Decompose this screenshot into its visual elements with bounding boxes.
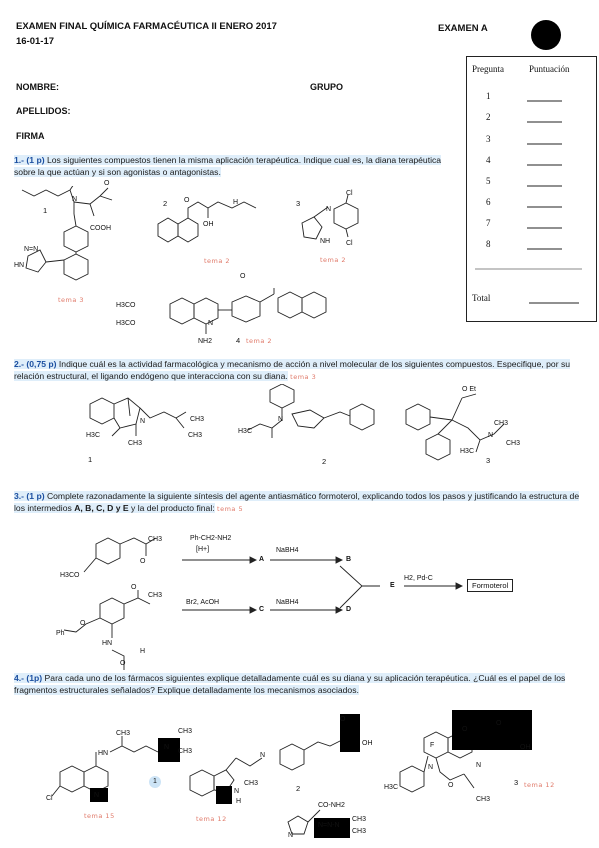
q4-compound-3-note: tema 12 — [524, 781, 555, 789]
q2-compound-2-h3c: H3C — [238, 428, 253, 435]
compound-3-structure — [296, 193, 376, 253]
q4-compound-1-cl: Cl — [46, 795, 53, 802]
q2-compound-2-n: N — [278, 416, 284, 423]
compound-3-cl2: Cl — [346, 240, 353, 247]
compound-4-o: O — [240, 273, 246, 280]
score-col-puntuacion: Puntuación — [529, 64, 570, 74]
score-lines — [467, 57, 596, 321]
q3-reagent-1: Ph-CH2-NH2 — [190, 535, 232, 542]
q3-reagent-4: NaBH4 — [276, 599, 299, 606]
q4-compound-3-structure — [384, 708, 544, 818]
q2-compound-3-n: N — [488, 432, 494, 439]
q3-reactant-2-o: O — [131, 584, 137, 591]
question-3-body-end: y la del producto final: — [128, 503, 215, 514]
compound-3-label: 3 — [296, 199, 301, 208]
q2-compound-2-label: 2 — [322, 457, 327, 466]
question-2-note: tema 3 — [290, 373, 317, 382]
compound-3-note: tema 2 — [320, 256, 347, 264]
question-1-text — [14, 154, 460, 179]
q4-compound-3-ch3e: CH3 — [476, 796, 491, 803]
q4-compound-3b-conh2: CO-NH2 — [318, 802, 345, 809]
question-2-number: 2.- (0,75 p) — [14, 359, 57, 369]
q3-reactant-2-h: H — [140, 648, 146, 655]
compound-3-nh: NH — [320, 238, 331, 245]
compound-1-nn: N=N — [24, 246, 39, 253]
q4-compound-3-n6: N — [476, 762, 482, 769]
compound-4-nh2: NH2 — [198, 338, 213, 345]
question-3-body: Complete razonadamente la siguiente síntesis del agente antiasmático formoterol, explicando todos los pasos y justificando la estructura de los intermedios — [14, 491, 580, 514]
question-4-text — [14, 672, 584, 697]
compound-1-n: N — [72, 196, 78, 203]
q2-compound-1-ch3b: CH3 — [190, 416, 205, 423]
q2-compound-2-structure — [240, 384, 390, 454]
question-4-body: Para cada uno de los fármacos siguientes explique detalladamente cuál es su diana y su aplicación terapéutica. ¿Cuál es el papel de los fragmentos estructurales señalados? Explique detalladamente los mecanismos asociados. — [14, 673, 566, 696]
compound-1-label: 1 — [43, 206, 48, 215]
q4-compound-3-h3c: H3C — [384, 784, 399, 791]
score-row-label: 8 — [486, 239, 491, 249]
q4-compound-3b-ch3f: CH3 — [352, 816, 367, 823]
q4-compound-1-ch3a: CH3 — [116, 730, 131, 737]
q4-compound-1-ch3b: CH3 — [178, 728, 193, 735]
q3-reactant-1-o: O — [140, 558, 146, 565]
exam-date: 16-01-17 — [16, 36, 55, 47]
compound-2-structure — [152, 198, 302, 258]
nombre-label: NOMBRE: — [16, 82, 59, 92]
apellidos-label: APELLIDOS: — [16, 106, 71, 116]
q4-compound-2-structure — [180, 710, 360, 810]
question-1-number: 1.- (1 p) — [14, 155, 45, 165]
q4-compound-2-n3: N — [260, 752, 266, 759]
q3-intermediate-e: E — [390, 582, 395, 589]
question-3-text — [14, 490, 584, 516]
q3-reagent-1b: [H+] — [196, 546, 210, 553]
question-3-note: tema 5 — [217, 505, 244, 514]
compound-3-n: N — [326, 206, 332, 213]
q4-compound-3-label: 3 — [514, 778, 519, 787]
q4-compound-1-structure — [40, 722, 193, 822]
compound-1-note: tema 3 — [58, 296, 85, 304]
compound-4-note: tema 2 — [246, 337, 273, 345]
score-row-label: 2 — [486, 112, 491, 122]
q4-compound-2-oh: OH — [362, 740, 373, 747]
compound-4-h3co1: H3CO — [116, 302, 136, 309]
score-total-label: Total — [472, 293, 491, 303]
compound-2-oh: OH — [203, 221, 214, 228]
q2-compound-1-label: 1 — [88, 455, 93, 464]
q2-compound-1-ch3a: CH3 — [128, 440, 143, 447]
q3-intermediate-c: C — [259, 606, 265, 613]
q4-compound-2-o: O — [340, 716, 346, 723]
q4-compound-2-h: H — [236, 798, 242, 805]
q3-intermediate-d: D — [346, 606, 352, 613]
compound-2-nh: H — [233, 199, 239, 206]
q3-reactant-1-h3co: H3CO — [60, 572, 80, 579]
q4-compound-3b-nnn: N=N-N — [318, 822, 340, 829]
exam-version: EXAMEN A — [438, 23, 488, 34]
compound-4-n: N — [208, 320, 214, 327]
q4-compound-2-ch3d: CH3 — [244, 780, 259, 787]
q2-compound-3-ch3d: CH3 — [494, 420, 509, 427]
q3-reagent-5: H2, Pd-C — [404, 575, 433, 582]
q3-reagent-2: NaBH4 — [276, 547, 299, 554]
q4-compound-1-hn: HN — [98, 750, 109, 757]
q4-compound-3b-ch3g: CH3 — [352, 828, 367, 835]
compound-1-hn: HN — [14, 262, 25, 269]
compound-3-cl1: Cl — [346, 190, 353, 197]
score-table — [466, 56, 597, 322]
q3-intermediate-b: B — [346, 556, 352, 563]
q2-compound-1-n: N — [140, 418, 146, 425]
score-row-label: 6 — [486, 197, 491, 207]
q4-compound-2-note: tema 12 — [196, 815, 227, 823]
question-2-text — [14, 358, 584, 384]
q3-reactant-1-ch3: CH3 — [148, 536, 163, 543]
q4-compound-1-n2: N — [94, 792, 100, 799]
q4-compound-3-n5: N — [428, 764, 434, 771]
q4-compound-1-label: 1 — [149, 776, 161, 788]
compound-2-note: tema 2 — [204, 257, 231, 265]
score-row-label: 4 — [486, 155, 491, 165]
q2-compound-1-h3c: H3C — [86, 432, 101, 439]
compound-2-label: 2 — [163, 199, 168, 208]
question-1-body: Los siguientes compuestos tienen la misma aplicación terapéutica. Indique cual es, la diana terapéutica sobre la que actúan y si son agonistas o antagonistas. — [14, 155, 442, 178]
q3-reactant-2-o3: O — [80, 620, 86, 627]
question-3-number: 3.- (1 p) — [14, 491, 45, 501]
q4-compound-3-o2: O — [462, 726, 468, 733]
q2-compound-3-ch3e: CH3 — [506, 440, 521, 447]
question-2-body: Indique cuál es la actividad farmacológica y mecanismo de acción a nivel molecular de los siguientes compuestos. Especifique, por su relación estructural, el ligando endógeno que interacciona con su diana. — [14, 359, 571, 382]
q2-compound-1-ch3c: CH3 — [188, 432, 203, 439]
firma-label: FIRMA — [16, 131, 45, 141]
score-row-label: 1 — [486, 91, 491, 101]
grupo-label: GRUPO — [310, 82, 344, 92]
q2-compound-3-oet: O Et — [462, 386, 477, 393]
q4-compound-1-ch3c: CH3 — [178, 748, 193, 755]
exam-title: EXAMEN FINAL QUÍMICA FARMACÉUTICA II ENERO 2017 — [16, 21, 277, 32]
score-row-label: 7 — [486, 218, 491, 228]
q3-product-box: Formoterol — [467, 579, 513, 592]
compound-1-o: O — [104, 180, 110, 187]
q3-reactant-2-ph: Ph — [56, 630, 65, 637]
black-circle-icon — [531, 20, 561, 50]
compound-4-label: 4 — [236, 336, 241, 345]
q3-reagent-3: Br2, AcOH — [186, 599, 220, 606]
score-row-label: 5 — [486, 176, 491, 186]
q4-compound-3-o3: O — [496, 720, 502, 727]
q3-reactant-2-ch3: CH3 — [148, 592, 163, 599]
q3-reactant-2-hn: HN — [102, 640, 113, 647]
question-3-intermediates: A, B, C, D y E — [74, 503, 129, 514]
q4-compound-2-n4: N — [234, 788, 240, 795]
score-col-pregunta: Pregunta — [472, 64, 504, 74]
compound-1-cooh: COOH — [90, 225, 111, 232]
q4-compound-2-label: 2 — [296, 784, 301, 793]
q3-reactant-2-o4: O — [120, 660, 126, 667]
q4-compound-1-n1: N — [164, 744, 170, 751]
compound-4-h3co2: H3CO — [116, 320, 136, 327]
q3-intermediate-a: A — [259, 556, 265, 563]
q4-compound-3-f: F — [430, 742, 435, 749]
q4-compound-3b-nh: N — [288, 832, 294, 839]
q2-compound-3-label: 3 — [486, 456, 491, 465]
q4-compound-3-oh2: OH — [520, 744, 531, 751]
score-row-label: 3 — [486, 134, 491, 144]
question-4-number: 4.- (1p) — [14, 673, 43, 683]
q4-compound-3-o4: O — [448, 782, 454, 789]
q4-compound-1-note: tema 15 — [84, 812, 115, 820]
compound-2-o: O — [184, 197, 190, 204]
q2-compound-3-h3c: H3C — [460, 448, 475, 455]
